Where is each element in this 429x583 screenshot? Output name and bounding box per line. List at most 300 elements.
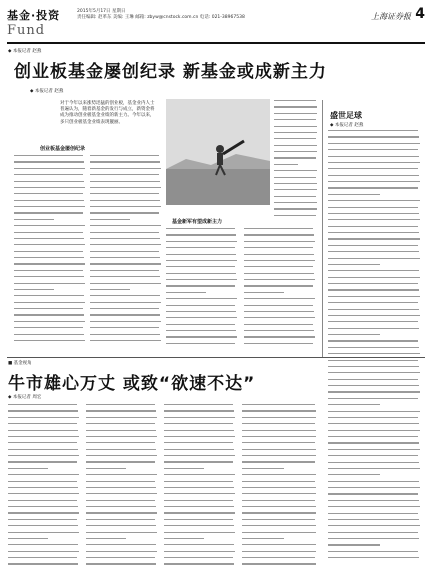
text-line: [242, 532, 316, 533]
top-subhead-1: 创业板基金屡创纪录: [40, 146, 86, 152]
text-line: [86, 563, 156, 564]
text-line: [86, 461, 155, 462]
text-line: [164, 430, 234, 431]
text-line: [90, 340, 161, 341]
text-line: [328, 245, 418, 246]
text-line: [14, 212, 83, 213]
text-line: [8, 519, 77, 520]
text-line: [86, 557, 155, 558]
text-line: [86, 544, 156, 545]
text-line: [164, 423, 233, 424]
text-line: [274, 196, 316, 197]
text-line: [90, 308, 159, 309]
text-line: [90, 225, 161, 226]
text-line: [328, 238, 420, 239]
text-line: [164, 449, 234, 450]
text-line: [274, 189, 317, 190]
text-line: [244, 241, 315, 242]
text-line: [14, 187, 85, 188]
section-tag: ■ 基金视角: [8, 361, 32, 366]
text-line: [242, 455, 316, 456]
text-line: [14, 289, 54, 290]
text-line: [242, 481, 315, 482]
text-line: [14, 283, 85, 284]
text-line: [242, 436, 316, 437]
text-line: [244, 234, 314, 235]
text-line: [242, 500, 315, 501]
text-line: [328, 328, 419, 329]
text-line: [328, 493, 418, 494]
text-line: [164, 461, 233, 462]
text-line: [8, 500, 77, 501]
text-line: [8, 563, 78, 564]
text-line: [274, 106, 317, 107]
text-line: [90, 283, 161, 284]
text-line: [8, 474, 79, 475]
text-line: [328, 513, 418, 514]
text-line: [164, 436, 235, 437]
text-line: [328, 551, 418, 552]
text-line: [86, 430, 156, 431]
text-line: [86, 519, 155, 520]
text-line: [242, 538, 284, 539]
text-line: [14, 225, 85, 226]
text-line: [242, 487, 316, 488]
text-line: [328, 455, 418, 456]
text-line: [86, 455, 157, 456]
text-line: [242, 417, 316, 418]
page-number: 4: [415, 6, 425, 22]
text-line: [8, 512, 79, 513]
text-line: [14, 314, 84, 315]
text-line: [166, 247, 235, 248]
body-column-5: [274, 100, 318, 222]
text-line: [244, 330, 314, 331]
text-line: [244, 228, 313, 229]
text-line: [8, 404, 77, 405]
text-line: [242, 493, 316, 494]
text-line: [244, 292, 284, 293]
bottom-column-4: [242, 404, 318, 576]
text-line: [328, 136, 419, 137]
text-line: [328, 175, 419, 176]
text-line: [86, 551, 157, 552]
text-line: [328, 219, 420, 220]
text-line: [14, 200, 84, 201]
text-line: [242, 474, 316, 475]
text-line: [328, 232, 419, 233]
text-line: [86, 442, 155, 443]
text-line: [90, 155, 159, 156]
text-line: [86, 506, 156, 507]
text-line: [8, 449, 78, 450]
text-line: [328, 347, 419, 348]
text-line: [328, 532, 418, 533]
text-line: [328, 270, 419, 271]
text-line: [8, 410, 78, 411]
text-line: [90, 161, 160, 162]
text-line: [328, 430, 420, 431]
text-line: [86, 481, 155, 482]
text-line: [166, 273, 236, 274]
text-line: [166, 228, 235, 229]
top-lead: 对于今年以来涨势迅猛的创业板，基金业内人士普遍认为，随着新基金的发行与成立，新资金将成为推动创业板基金业绩的新主力。今年以来，多只创业板基金业绩表现靓丽。: [60, 101, 155, 125]
text-line: [328, 538, 419, 539]
text-line: [328, 194, 380, 195]
text-line: [242, 430, 316, 431]
text-line: [328, 385, 419, 386]
text-line: [274, 157, 316, 158]
text-line: [86, 468, 126, 469]
text-line: [328, 436, 418, 437]
text-line: [274, 208, 317, 209]
text-line: [274, 202, 317, 203]
text-line: [14, 244, 85, 245]
header-meta: [77, 9, 307, 21]
body-column-3: [166, 228, 238, 350]
text-line: [164, 525, 234, 526]
text-line: [14, 168, 85, 169]
text-line: [328, 302, 418, 303]
text-line: [242, 544, 316, 545]
text-line: [328, 143, 420, 144]
text-line: [90, 212, 159, 213]
section-title: 基金·投资: [7, 9, 61, 22]
text-line: [328, 277, 420, 278]
text-line: [328, 207, 418, 208]
text-line: [164, 410, 234, 411]
text-line: [164, 519, 233, 520]
text-line: [8, 506, 78, 507]
column-divider: [322, 100, 323, 358]
text-line: [14, 340, 85, 341]
text-line: [86, 487, 156, 488]
text-line: [328, 264, 380, 265]
text-line: [14, 276, 84, 277]
text-line: [274, 170, 317, 171]
text-line: [86, 493, 157, 494]
text-line: [8, 544, 78, 545]
text-line: [8, 461, 77, 462]
text-line: [328, 379, 418, 380]
bottom-column-3: [164, 404, 236, 576]
text-line: [86, 532, 157, 533]
side-title: 盛世足球: [330, 111, 362, 120]
text-line: [166, 260, 237, 261]
text-line: [164, 442, 233, 443]
text-line: [328, 181, 420, 182]
text-line: [8, 436, 79, 437]
text-line: [274, 119, 316, 120]
text-line: [328, 449, 420, 450]
text-line: [8, 423, 77, 424]
text-line: [328, 226, 418, 227]
text-line: [328, 487, 420, 488]
text-line: [166, 234, 236, 235]
text-line: [166, 336, 237, 337]
body-column-4: [244, 228, 316, 350]
text-line: [328, 500, 419, 501]
text-line: [164, 468, 204, 469]
text-line: [328, 296, 420, 297]
text-line: [242, 410, 316, 411]
text-line: [166, 298, 237, 299]
text-line: [274, 138, 316, 139]
text-line: [90, 314, 160, 315]
text-line: [328, 442, 419, 443]
text-line: [8, 417, 79, 418]
text-line: [242, 557, 315, 558]
text-line: [90, 251, 159, 252]
text-line: [90, 232, 159, 233]
text-line: [328, 130, 418, 131]
top-byline: ◆ 本报记者 赵燕: [30, 89, 64, 94]
text-line: [242, 551, 316, 552]
text-line: [242, 449, 316, 450]
text-line: [86, 410, 156, 411]
text-line: [328, 506, 420, 507]
text-line: [242, 525, 316, 526]
text-line: [14, 206, 85, 207]
text-line: [166, 317, 237, 318]
text-line: [244, 285, 313, 286]
text-line: [14, 302, 85, 303]
text-line: [164, 493, 235, 494]
text-line: [14, 263, 85, 264]
text-line: [14, 308, 83, 309]
text-line: [166, 285, 235, 286]
text-line: [244, 324, 313, 325]
text-line: [328, 391, 420, 392]
text-line: [90, 206, 161, 207]
text-line: [90, 295, 160, 296]
text-line: [242, 519, 315, 520]
text-line: [164, 417, 235, 418]
text-line: [166, 266, 235, 267]
text-line: [328, 519, 419, 520]
text-line: [164, 506, 234, 507]
text-line: [166, 241, 237, 242]
text-line: [166, 292, 206, 293]
text-line: [14, 193, 83, 194]
text-line: [166, 311, 236, 312]
text-line: [274, 145, 317, 146]
text-line: [164, 544, 234, 545]
text-line: [328, 258, 420, 259]
text-line: [90, 244, 161, 245]
text-line: [242, 442, 315, 443]
text-line: [328, 423, 419, 424]
text-line: [244, 279, 315, 280]
text-line: [14, 161, 84, 162]
text-line: [244, 260, 315, 261]
text-line: [86, 436, 157, 437]
illustration-image: [166, 99, 270, 205]
text-line: [8, 525, 78, 526]
text-line: [166, 305, 235, 306]
text-line: [328, 468, 420, 469]
text-line: [328, 283, 418, 284]
text-line: [274, 215, 316, 216]
text-line: [328, 417, 418, 418]
text-line: [86, 525, 156, 526]
text-line: [14, 334, 84, 335]
text-line: [90, 200, 160, 201]
text-line: [8, 557, 77, 558]
text-line: [90, 174, 159, 175]
bottom-column-1: [8, 404, 80, 576]
text-line: [244, 336, 315, 337]
text-line: [86, 512, 157, 513]
text-line: [328, 315, 420, 316]
text-line: [14, 238, 84, 239]
text-line: [14, 251, 83, 252]
text-line: [242, 512, 316, 513]
text-line: [242, 563, 316, 564]
text-line: [242, 404, 315, 405]
text-line: [328, 251, 419, 252]
newspaper-name: 上海证券报: [371, 12, 411, 21]
text-line: [244, 247, 313, 248]
top-headline: 创业板基金屡创纪录 新基金或成新主力: [14, 62, 327, 82]
side-column: [328, 130, 422, 570]
text-line: [244, 317, 315, 318]
text-line: [242, 461, 315, 462]
section-rule: [7, 357, 425, 358]
text-line: [164, 532, 235, 533]
text-line: [14, 321, 85, 322]
text-line: [90, 276, 160, 277]
text-line: [90, 187, 161, 188]
top-story-tag: ◆ 本报记者 赵燕: [8, 49, 42, 54]
text-line: [164, 481, 233, 482]
text-line: [244, 343, 313, 344]
text-line: [86, 423, 155, 424]
bottom-column-2: [86, 404, 158, 576]
text-line: [90, 168, 161, 169]
text-line: [14, 327, 83, 328]
text-line: [328, 366, 419, 367]
text-line: [328, 309, 419, 310]
text-line: [244, 311, 314, 312]
text-line: [90, 219, 130, 220]
text-line: [328, 340, 418, 341]
text-line: [166, 343, 235, 344]
page-header: [7, 5, 425, 43]
text-line: [14, 174, 83, 175]
text-line: [242, 423, 315, 424]
text-line: [90, 270, 159, 271]
text-line: [164, 500, 233, 501]
text-line: [244, 254, 314, 255]
text-line: [328, 353, 420, 354]
text-line: [90, 302, 161, 303]
text-line: [8, 442, 77, 443]
text-line: [328, 213, 419, 214]
text-line: [274, 126, 317, 127]
text-line: [86, 404, 155, 405]
top-subhead-2: 基金新军有望成新主力: [172, 219, 223, 225]
text-line: [8, 468, 48, 469]
text-line: [14, 257, 84, 258]
text-line: [328, 289, 419, 290]
text-line: [274, 132, 317, 133]
text-line: [90, 238, 160, 239]
text-line: [164, 455, 235, 456]
text-line: [164, 404, 233, 405]
text-line: [274, 100, 316, 101]
text-line: [328, 149, 418, 150]
text-line: [8, 430, 78, 431]
text-line: [90, 289, 130, 290]
text-line: [86, 538, 126, 539]
text-line: [8, 538, 48, 539]
text-line: [274, 113, 317, 114]
header-date: 2015年5月17日 星期日: [77, 9, 126, 14]
header-rule: [7, 42, 425, 44]
text-line: [8, 487, 78, 488]
text-line: [166, 330, 236, 331]
text-line: [90, 257, 160, 258]
text-line: [8, 481, 77, 482]
text-line: [164, 551, 235, 552]
text-line: [164, 563, 234, 564]
text-line: [274, 183, 317, 184]
text-line: [242, 468, 284, 469]
text-line: [328, 334, 380, 335]
text-line: [90, 181, 160, 182]
text-line: [244, 273, 314, 274]
text-line: [328, 321, 418, 322]
text-line: [90, 327, 159, 328]
text-line: [164, 512, 235, 513]
text-line: [242, 506, 316, 507]
text-line: [328, 372, 420, 373]
text-line: [328, 162, 420, 163]
side-byline: ◆ 本报记者 赵燕: [330, 123, 364, 128]
text-line: [328, 544, 380, 545]
text-line: [274, 164, 298, 165]
bottom-headline: 牛市雄心万丈 或致“欲速不达”: [8, 374, 256, 394]
text-line: [328, 168, 418, 169]
text-line: [14, 155, 83, 156]
text-line: [328, 360, 418, 361]
text-line: [14, 270, 83, 271]
text-line: [86, 474, 157, 475]
text-line: [90, 334, 160, 335]
text-line: [166, 324, 235, 325]
text-line: [328, 474, 380, 475]
text-line: [328, 557, 419, 558]
body-column-1: [14, 155, 86, 350]
text-line: [244, 298, 315, 299]
text-line: [90, 321, 161, 322]
text-line: [86, 449, 156, 450]
text-line: [164, 557, 233, 558]
text-line: [8, 532, 79, 533]
text-line: [166, 279, 237, 280]
text-line: [90, 193, 159, 194]
body-column-2: [90, 155, 162, 350]
text-line: [14, 181, 84, 182]
text-line: [8, 455, 79, 456]
text-line: [8, 493, 79, 494]
text-line: [164, 538, 204, 539]
text-line: [328, 200, 420, 201]
text-line: [166, 254, 236, 255]
text-line: [274, 151, 317, 152]
text-line: [328, 156, 419, 157]
